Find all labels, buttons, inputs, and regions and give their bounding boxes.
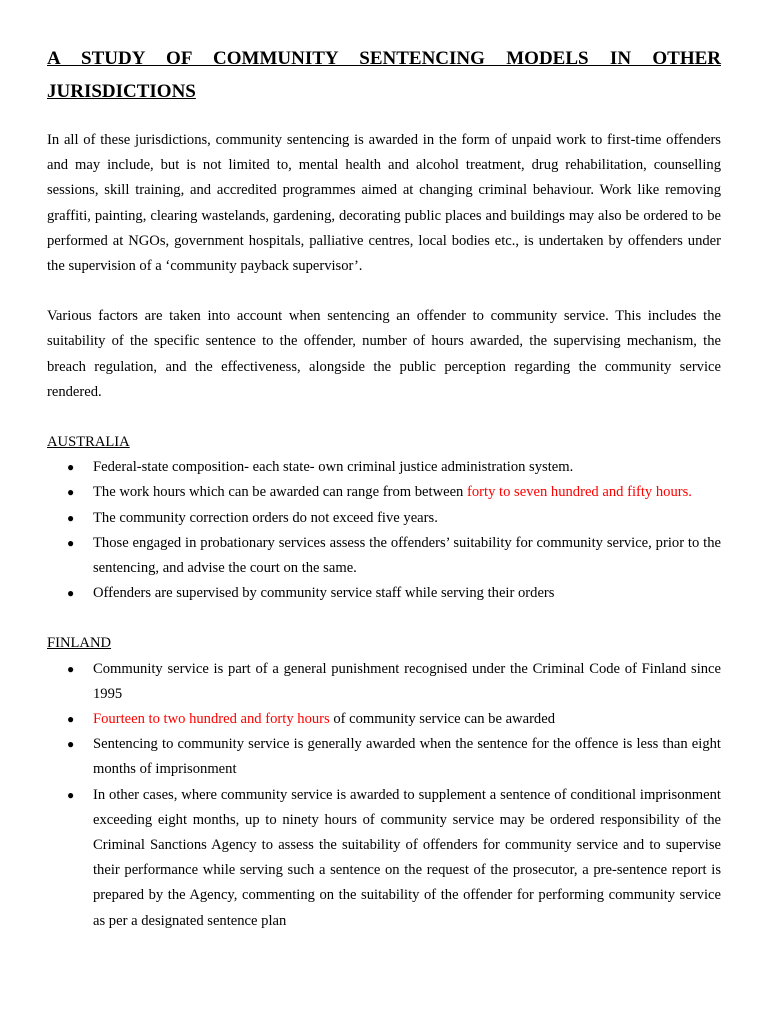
intro-paragraph: In all of these jurisdictions, community sentencing is awarded in the form of unpaid work to first-time offenders and may include, but is not limited to, mental health and alcohol treatment, drug rehabilitation, counselling sessions, skill training, and accredited programmes aimed at changing criminal behaviour. Work like removing graffiti, painting, clearing wastelands, gardening, decorating public places and buildings may also be ordered to be performed at NGOs, government hospitals, palliative centres, local bodies etc., is undertaken by offenders under the supervision of a ‘community payback supervisor’. <box>47 132 721 275</box>
bullet-text: The work hours which can be awarded can range from between <box>93 484 468 501</box>
bullet-icon: ● <box>67 586 75 601</box>
bullet-text: Offenders are supervised by community service staff while serving their orders <box>93 585 555 602</box>
list-item <box>47 531 721 581</box>
section-heading-australia: AUSTRALIA <box>47 434 130 451</box>
bullet-icon: ● <box>67 510 75 525</box>
bullet-text: of community service can be awarded <box>329 711 556 728</box>
bullet-icon: ● <box>67 787 75 802</box>
list-item <box>47 657 721 707</box>
document-page <box>47 42 721 934</box>
list-item <box>47 480 721 505</box>
bullet-text: Community service is part of a general punishment recognised under the Criminal Code of Finland since 1995 <box>93 660 721 702</box>
bullet-icon: ● <box>67 712 75 727</box>
list-item <box>47 707 721 732</box>
document-title: A STUDY OF COMMUNITY SENTENCING MODELS IN OTHER JURISDICTIONS <box>47 48 721 102</box>
bullet-icon: ● <box>67 661 75 676</box>
list-item <box>47 581 721 606</box>
list-item <box>47 506 721 531</box>
bullet-text: Sentencing to community service is generally awarded when the sentence for the offence is less than eight months of imprisonment <box>93 736 721 778</box>
bullet-text: The community correction orders do not exceed five years. <box>93 509 438 526</box>
australia-bullet-list <box>47 455 721 606</box>
list-item <box>47 455 721 480</box>
bullet-text: In other cases, where community service is awarded to supplement a sentence of conditional imprisonment exceeding eight months, up to ninety hours of community service may be ordered responsibility of the Criminal Sanctions Agency to assess the suitability of offenders for community service and to supervise their performance while serving such a sentence on the request of the prosecutor, a pre-sentence report is prepared by the Agency, commenting on the suitability of the offender for performing community service as per a designated sentence plan <box>93 786 721 929</box>
bullet-text: Those engaged in probationary services assess the offenders’ suitability for community service, prior to the sentencing, and advise the court on the same. <box>93 534 721 577</box>
finland-bullet-list <box>47 657 721 934</box>
bullet-icon: ● <box>67 485 75 500</box>
bullet-icon: ● <box>67 460 75 475</box>
factors-paragraph: Various factors are taken into account when sentencing an offender to community service. This includes the suitability of the specific sentence to the offender, number of hours awarded, the supervising mechanism, the breach regulation, and the effectiveness, alongside the public perception regarding the community service rendered. <box>47 308 721 400</box>
section-heading-finland: FINLAND <box>47 635 112 652</box>
bullet-icon: ● <box>67 535 75 550</box>
list-item <box>47 783 721 934</box>
highlighted-hours-text: forty to seven hundred and fifty hours. <box>467 484 692 501</box>
bullet-text: Federal-state composition- each state- own criminal justice administration system. <box>93 459 574 476</box>
list-item <box>47 732 721 782</box>
highlighted-hours-text: Fourteen to two hundred and forty hours <box>93 711 330 728</box>
bullet-icon: ● <box>67 737 75 752</box>
